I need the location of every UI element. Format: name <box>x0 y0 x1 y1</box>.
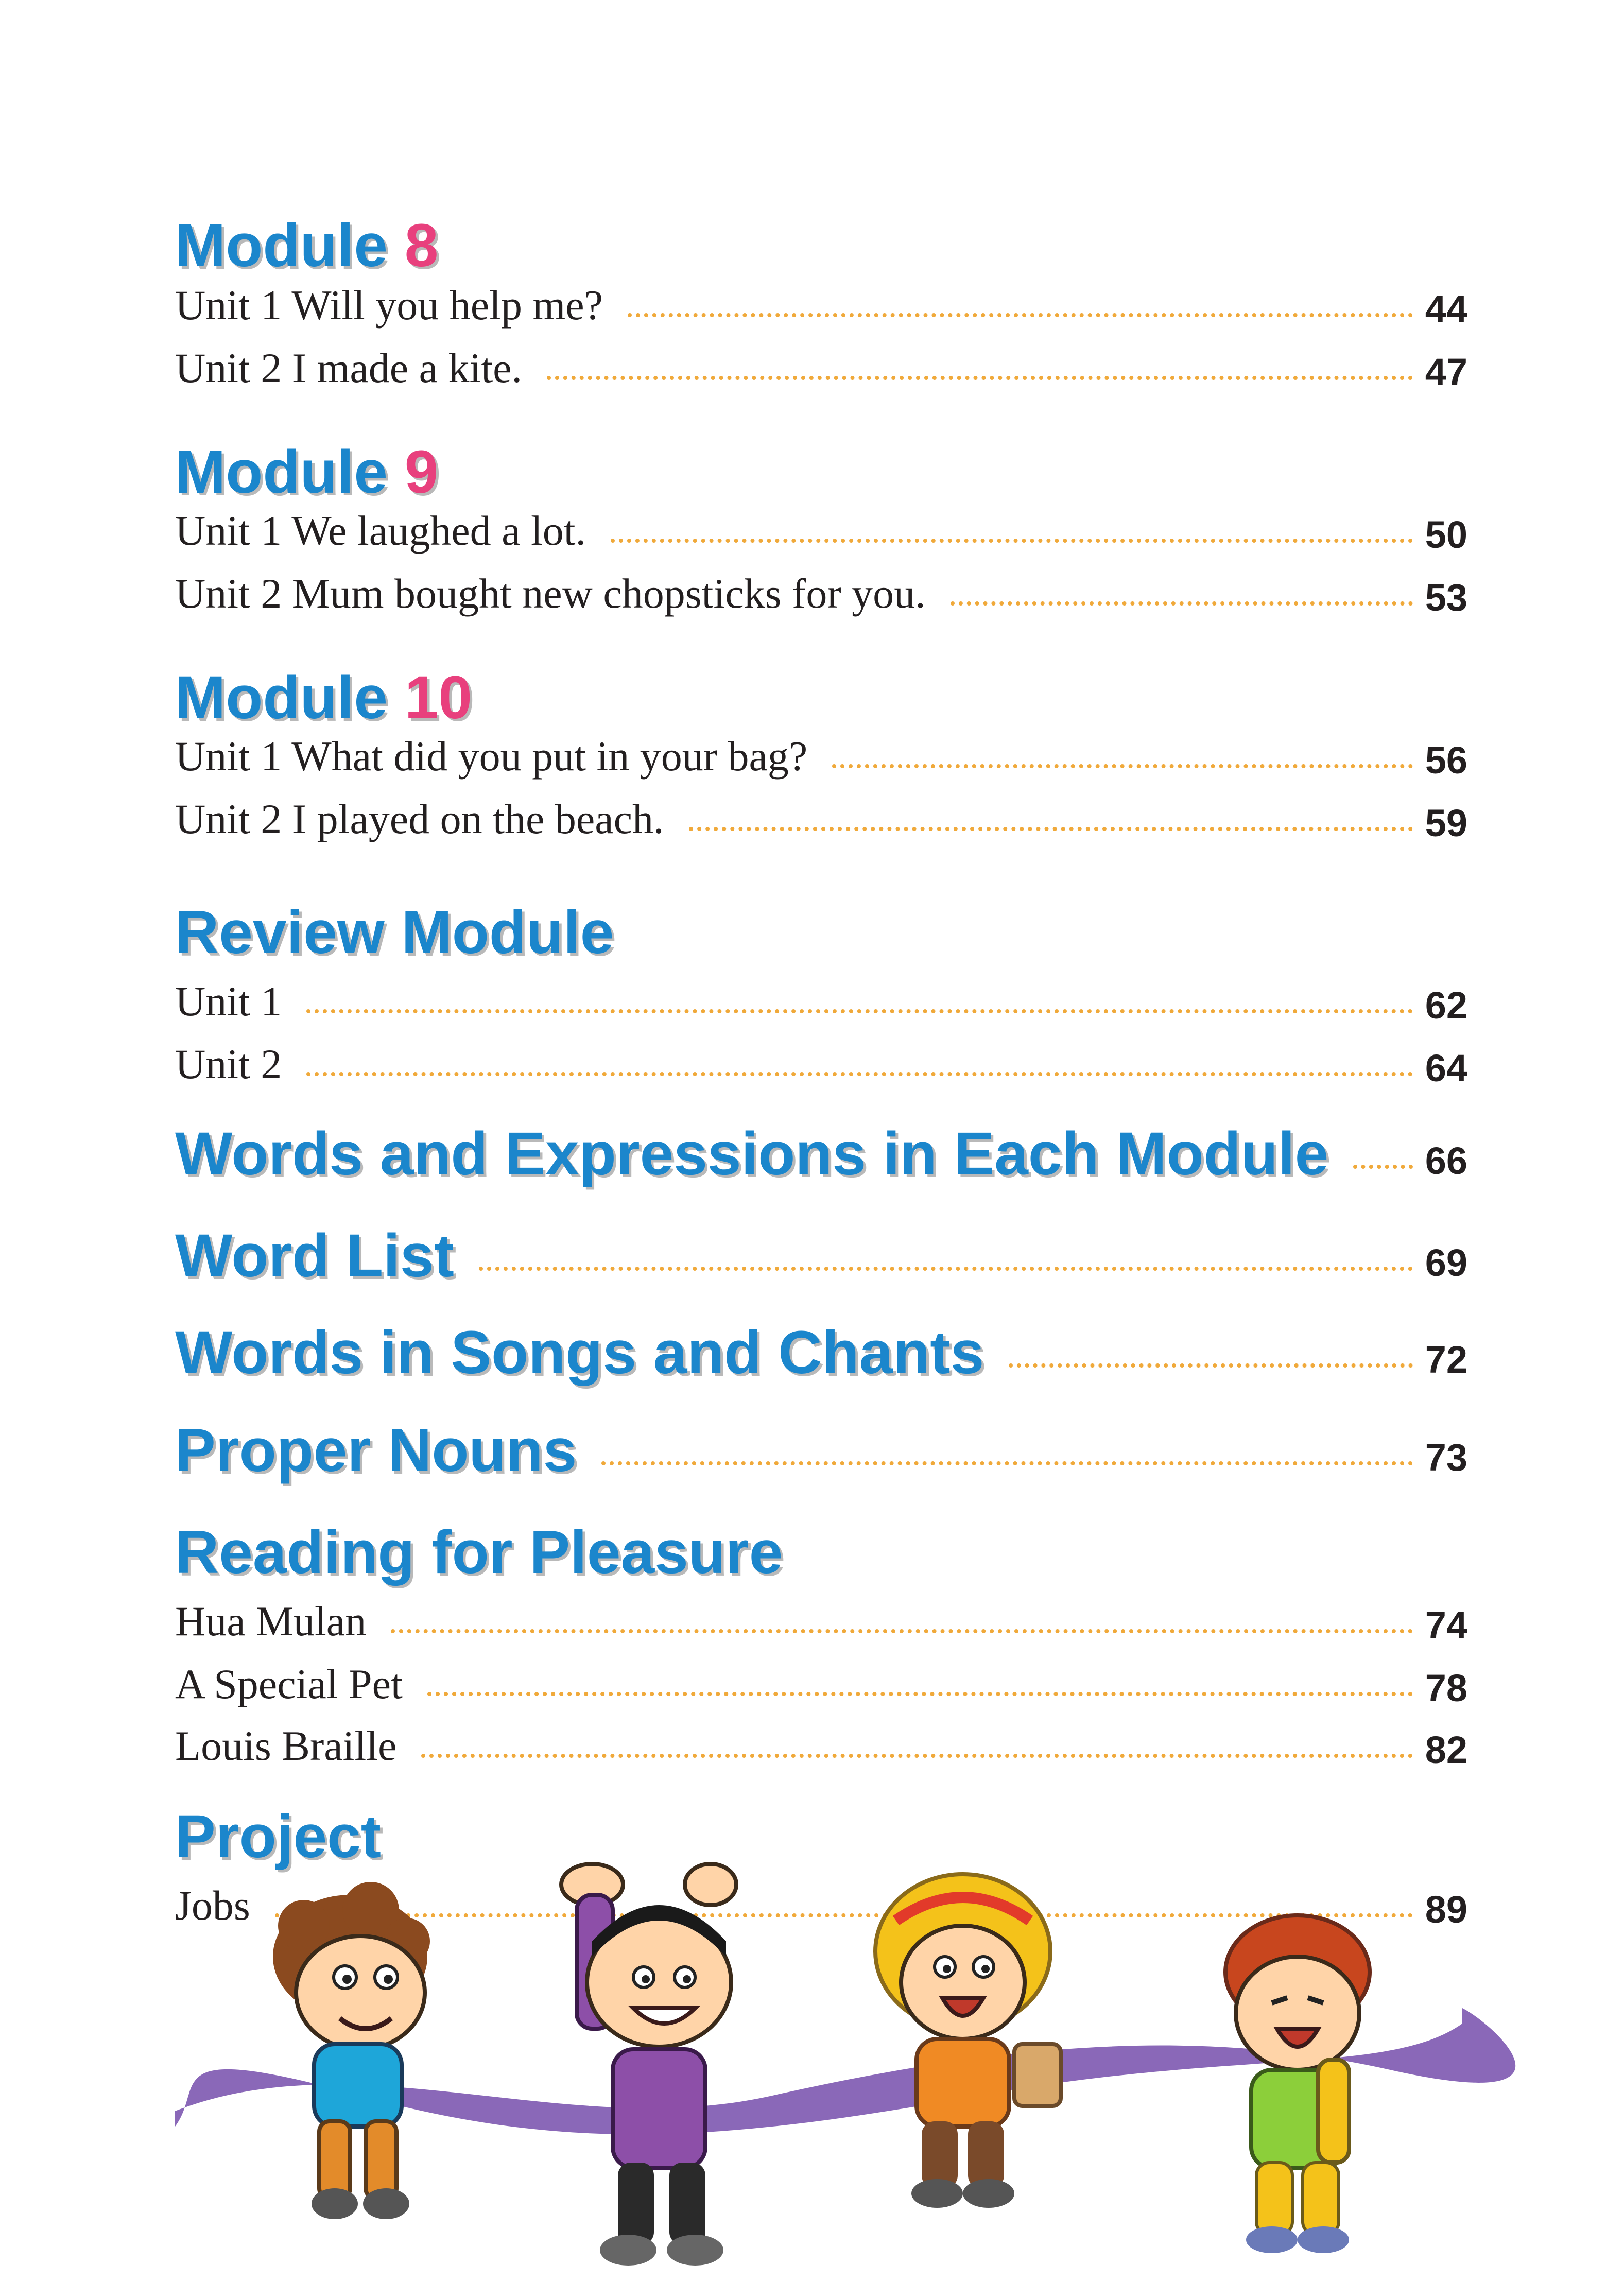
entry-label: Unit 1 We laughed a lot. <box>175 507 586 554</box>
toc-entry[interactable] <box>175 1033 1467 1090</box>
entry-label: Unit 1 Will you help me? <box>175 282 603 329</box>
toc-entry-words-songs[interactable] <box>175 1311 1467 1388</box>
page-number: 62 <box>1425 984 1467 1027</box>
entry-label: Unit 1 What did you put in your bag? <box>175 733 808 780</box>
entry-label: Unit 2 <box>175 1041 282 1087</box>
dot-leader <box>479 1267 1413 1271</box>
page-number: 73 <box>1425 1436 1467 1479</box>
toc-entry[interactable] <box>175 1715 1467 1771</box>
page-number: 74 <box>1425 1604 1467 1647</box>
dot-leader <box>611 539 1413 543</box>
reading-heading: Reading for Pleasure <box>175 1518 783 1586</box>
entry-label: Jobs <box>175 1882 250 1929</box>
page-number: 78 <box>1425 1667 1467 1709</box>
page-number: 89 <box>1425 1888 1467 1931</box>
module-10-heading: Module 10 <box>175 664 472 732</box>
dot-leader <box>306 1072 1412 1076</box>
dot-leader <box>391 1629 1412 1633</box>
section-title: Word List <box>175 1222 454 1290</box>
module-9-heading: Module 9 <box>175 438 439 506</box>
toc-entry[interactable] <box>175 1653 1467 1709</box>
kid-curly-hair-icon <box>273 1882 430 2219</box>
toc-entry[interactable] <box>175 725 1467 782</box>
dot-leader <box>628 313 1413 317</box>
page-number: 47 <box>1425 351 1467 393</box>
toc-entry[interactable] <box>175 788 1467 844</box>
page-number: 66 <box>1425 1139 1467 1182</box>
dot-leader <box>306 1009 1412 1013</box>
module-8-heading: Module 8 <box>175 212 439 280</box>
entry-label: Unit 1 <box>175 978 282 1025</box>
kids-illustration <box>0 1854 1624 2282</box>
kid-orange-hair-icon <box>1225 1915 1370 2253</box>
dot-leader <box>689 827 1413 831</box>
toc-entry[interactable] <box>175 562 1467 619</box>
toc-entry[interactable] <box>175 499 1467 556</box>
toc-entry-proper-nouns[interactable] <box>175 1409 1467 1486</box>
entry-label: Louis Braille <box>175 1722 397 1769</box>
page-number: 59 <box>1425 802 1467 844</box>
kid-yellow-hair-icon <box>875 1874 1061 2208</box>
entry-label: Unit 2 Mum bought new chopsticks for you. <box>175 570 926 617</box>
page-number: 72 <box>1425 1338 1467 1381</box>
entry-label: Hua Mulan <box>175 1598 367 1645</box>
project-heading: Project <box>175 1803 382 1871</box>
page-number: 44 <box>1425 288 1467 331</box>
dot-leader <box>547 376 1413 380</box>
section-title: Proper Nouns <box>175 1416 577 1484</box>
page-number: 50 <box>1425 513 1467 556</box>
page-number: 64 <box>1425 1047 1467 1090</box>
toc-entry[interactable] <box>175 274 1467 331</box>
page-number: 53 <box>1425 576 1467 619</box>
section-title: Words and Expressions in Each Module <box>175 1120 1329 1188</box>
section-title: Words in Songs and Chants <box>175 1319 984 1387</box>
page-number: 56 <box>1425 739 1467 782</box>
dot-leader <box>951 601 1413 606</box>
entry-label: Unit 2 I made a kite. <box>175 344 523 391</box>
entry-label: A Special Pet <box>175 1661 403 1707</box>
review-module-heading: Review Module <box>175 898 614 966</box>
toc-entry[interactable] <box>175 1590 1467 1647</box>
toc-entry[interactable] <box>175 337 1467 393</box>
dot-leader <box>1353 1165 1412 1169</box>
dot-leader <box>832 764 1412 768</box>
dot-leader <box>427 1692 1413 1696</box>
dot-leader <box>1009 1363 1412 1368</box>
dot-leader <box>421 1754 1412 1758</box>
toc-entry-words-expressions[interactable] <box>175 1112 1467 1189</box>
entry-label: Unit 2 I played on the beach. <box>175 796 664 842</box>
kid-arms-up-icon <box>561 1864 736 2266</box>
dot-leader <box>601 1461 1412 1465</box>
page-number: 82 <box>1425 1728 1467 1771</box>
toc-entry-word-list[interactable] <box>175 1214 1467 1291</box>
toc-entry[interactable] <box>175 970 1467 1027</box>
page-number: 69 <box>1425 1241 1467 1284</box>
